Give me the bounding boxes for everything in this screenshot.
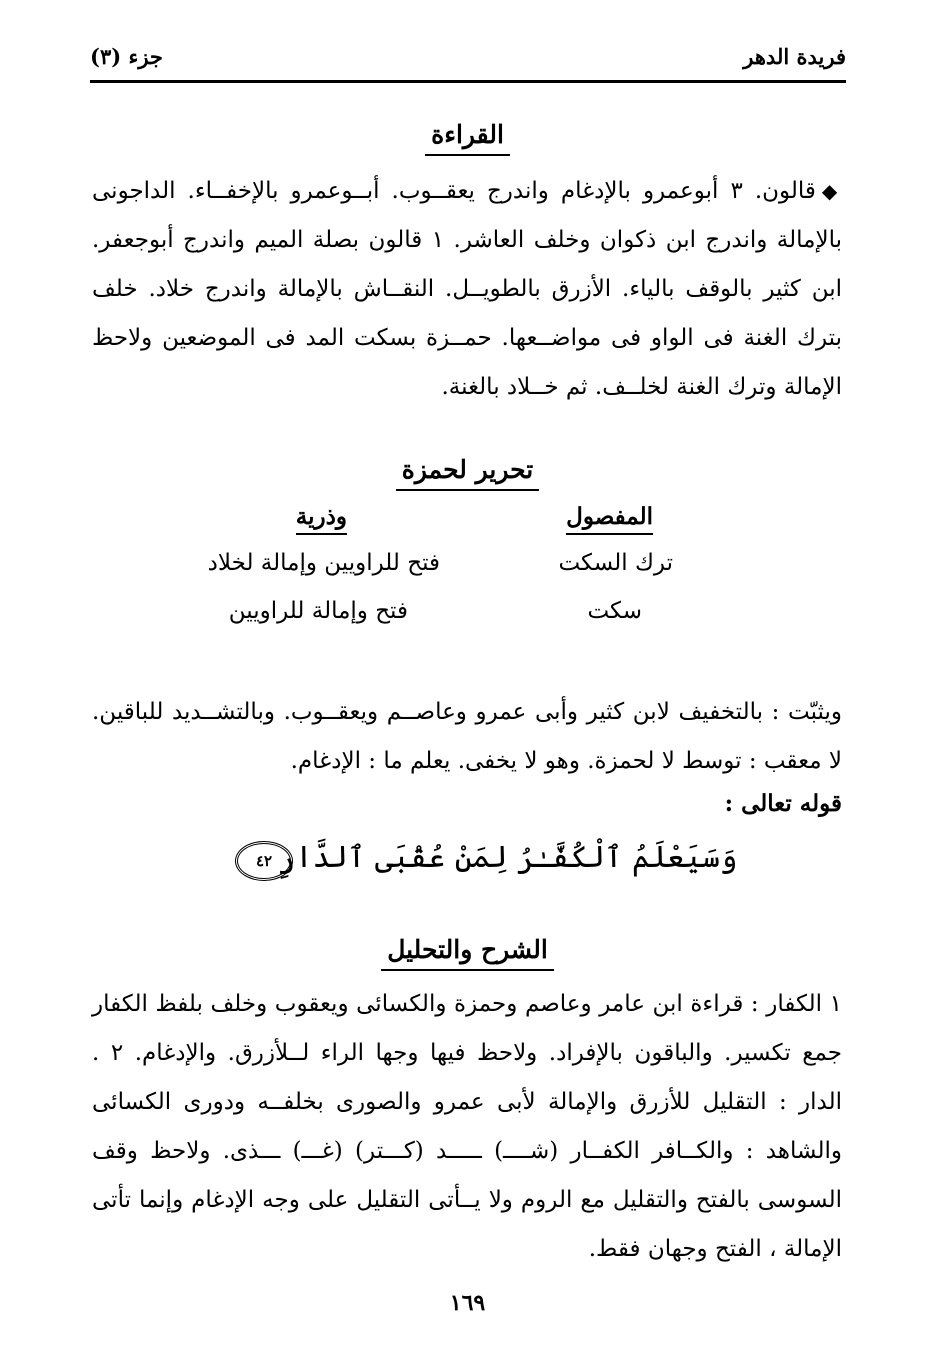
page-number: ١٦٩ <box>449 1290 486 1316</box>
page-header <box>90 40 846 78</box>
diamond-bullet-icon: ◆ <box>821 179 842 203</box>
cell-mafsool-2: سكت <box>587 598 642 624</box>
heading-sharh <box>0 935 935 971</box>
qiraa-paragraph-text: قالون. ٣ أبوعمرو بالإدغام واندرج يعقــوب. أبــوعمرو بالإخفــاء. الداجونى بالإمالة واندرج ابن ذكوان وخلف العاشر. ١ قالون بصلة الميم واندرج أبوجعفر. ابن كثير بالوقف بالياء. الأزرق بالطويــل. النقــاش بالإمالة واندرج خلاد. خلف بترك الغنة فى الواو فى مواضــعها. حمــزة بسكت المد فى الموضعين ولاحظ الإمالة وترك الغنة لخلــف. ثم خــلاد بالغنة. <box>92 178 842 400</box>
heading-qiraa <box>0 120 935 156</box>
heading-sharh-text: الشرح والتحليل <box>381 936 554 971</box>
column-head-dhurriya: وذرية <box>296 503 347 530</box>
ayah-number-badge: ٤٢ <box>235 841 293 881</box>
yathbut-paragraph: ويثبّت : بالتخفيف لابن كثير وأبى عمرو وعاصــم ويعقــوب. وبالتشــديد للباقين. لا معقب : توسط لا لحمزة. وهو لا يخفى. يعلم ما : الإدغام. <box>92 699 842 774</box>
book-title: فريدة الدهر <box>743 44 846 69</box>
volume-label: جزء (٣) <box>90 44 163 69</box>
cell-dhurriya-1: فتح للراويين وإمالة لخلاد <box>207 550 440 576</box>
qiraa-paragraph <box>92 167 842 412</box>
quran-verse <box>0 828 935 888</box>
column-head-mafsool: المفصول <box>566 503 653 530</box>
heading-tahrir-text: تحرير لحمزة <box>396 456 539 491</box>
quote-label: قوله تعالى : <box>724 790 842 817</box>
heading-qiraa-text: القراءة <box>425 121 510 156</box>
cell-mafsool-1: ترك السكت <box>558 550 673 576</box>
header-rule <box>90 80 846 83</box>
quran-verse-text: وَسَيَعْلَمُ ٱلْكُفَّـٰرُ لِمَنْ عُقْبَى ٱلدَّارِ <box>277 840 738 875</box>
cell-dhurriya-2: فتح وإمالة للراويين <box>228 598 408 624</box>
sharh-paragraph: ١ الكفار : قراءة ابن عامر وعاصم وحمزة والكسائى ويعقوب وخلف بلفظ الكفار جمع تكسير. والباقون بالإفراد. ولاحظ فيها وجها الراء لــلأزرق. والإدغام. ٢ . الدار : التقليل للأزرق والإمالة لأبى عمرو والصورى بخلفــه ودورى الكسائى والشاهد : والكــافر الكفــار (شــــ) ـــــد (كـــتر) (غـــ) ـــذى. ولاحظ وقف السوسى بالفتح والتقليل مع الروم ولا يــأتى التقليل على وجه الإدغام وإنما تأتى الإمالة ، الفتح وجهان فقط. <box>92 991 843 1262</box>
heading-tahrir <box>0 455 935 491</box>
